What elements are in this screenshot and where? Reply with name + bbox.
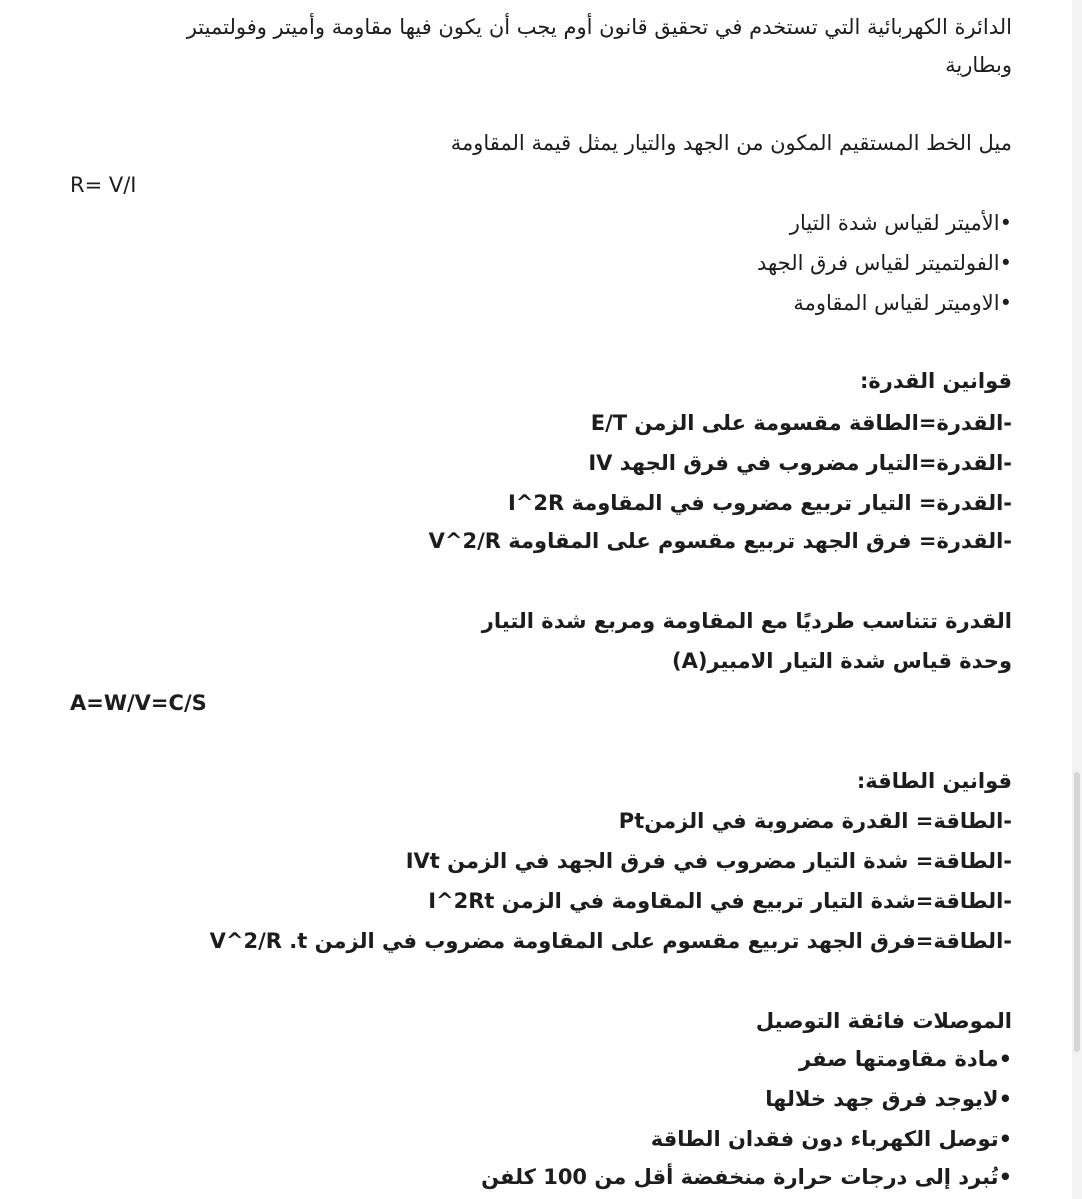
superconductor-bullet-2: •لايوجد فرق جهد خلالها (765, 1087, 1012, 1111)
energy-heading: قوانين الطاقة: (856, 769, 1012, 793)
energy-law-4: -الطاقة=فرق الجهد تربيع مقسوم على المقاومة مضروب في الزمن V^2/R .t (209, 929, 1012, 953)
energy-law-3: -الطاقة=شدة التيار تربيع في المقاومة في الزمن I^2Rt (428, 889, 1012, 913)
power-law-2: -القدرة=التيار مضروب في فرق الجهد IV (588, 451, 1012, 475)
vertical-scrollbar[interactable] (1072, 0, 1082, 1199)
superconductor-bullet-1: •مادة مقاومتها صفر (799, 1047, 1012, 1071)
power-heading: قوانين القدرة: (860, 369, 1012, 393)
scrollbar-thumb[interactable] (1074, 772, 1080, 1052)
ohm-bullet-voltmeter: •الفولتميتر لقياس فرق الجهد (756, 251, 1012, 275)
power-proportion: القدرة تتناسب طرديًا مع المقاومة ومربع شدة التيار (481, 609, 1012, 633)
current-unit: وحدة قياس شدة التيار الامبير(A) (671, 649, 1012, 673)
superconductor-bullet-3: •توصل الكهرباء دون فقدان الطاقة (650, 1127, 1012, 1151)
ohm-bullet-ammeter: •الأميتر لقياس شدة التيار (789, 211, 1012, 235)
power-law-4: -القدرة= فرق الجهد تربيع مقسوم على المقاومة V^2/R (428, 529, 1012, 553)
ohm-formula: R= V/I (70, 173, 137, 197)
ohm-bullet-ohmmeter: •الاوميتر لقياس المقاومة (793, 291, 1012, 315)
ohm-intro-line-2: وبطارية (945, 53, 1012, 77)
power-law-1: -القدرة=الطاقة مقسومة على الزمن E/T (590, 411, 1012, 435)
document-page (60, 0, 1012, 1199)
superconductors-heading: الموصلات فائقة التوصيل (755, 1009, 1012, 1033)
slope-statement: ميل الخط المستقيم المكون من الجهد والتيار يمثل قيمة المقاومة (450, 131, 1012, 155)
unit-formula: A=W/V=C/S (70, 691, 207, 715)
ohm-intro-line-1: الدائرة الكهربائية التي تستخدم في تحقيق قانون أوم يجب أن يكون فيها مقاومة وأميتر وفولتميتر (186, 15, 1012, 39)
power-law-3: -القدرة= التيار تربيع مضروب في المقاومة I^2R (507, 491, 1012, 515)
superconductor-bullet-4: •تُبرد إلى درجات حرارة منخفضة أقل من 100 كلفن (481, 1165, 1012, 1189)
energy-law-2: -الطاقة= شدة التيار مضروب في فرق الجهد في الزمن IVt (405, 849, 1012, 873)
energy-law-1: -الطاقة= القدرة مضروبة في الزمنPt (618, 809, 1012, 833)
